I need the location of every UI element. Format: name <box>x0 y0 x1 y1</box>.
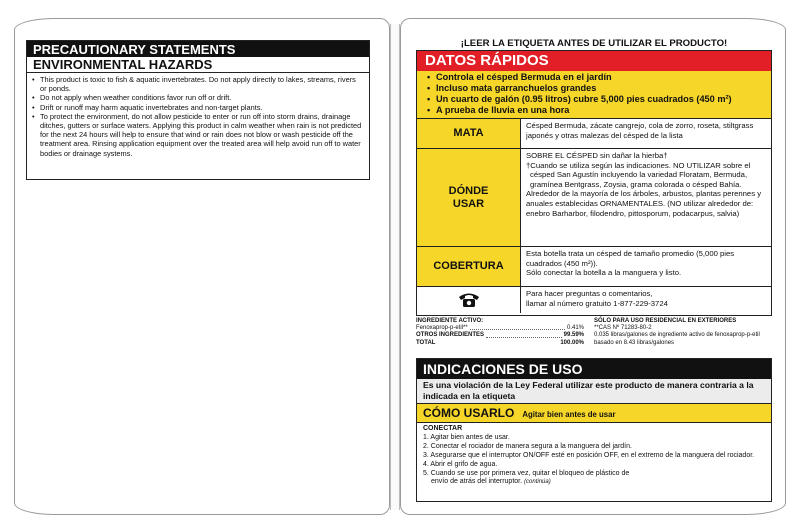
other-ingredients-pct: 99.59% <box>563 332 584 339</box>
step-item: 2. Conectar el rociador de manera segura a la manguera del jardín. <box>423 442 632 450</box>
step-item: 4. Abrir el grifo de agua. <box>423 460 498 468</box>
datos-rapidos-box <box>416 50 772 316</box>
environmental-title: ENVIRONMENTAL HAZARDS <box>27 57 369 73</box>
hazard-item: • To protect the environment, do not allow pesticide to enter or run off into storm drains, drainage ditches, gutters or surface waters. Applying this product in calm weather when rain is not predicted for the next 24 hours will help to ensure that wind or rain does not blow or wash pesticide off the treatment area. Rinsing application equipment over the treated area will help avoid run off to water bodies or drainage systems. <box>32 112 364 158</box>
phone-line: Para hacer preguntas o comentarios, <box>526 289 653 298</box>
hazard-item: • Drift or runoff may harm aquatic invertebrates and non-target plants. <box>32 103 364 112</box>
step-item: 5. Cuando se use por primera vez, quitar el bloqueo de plástico de <box>423 469 630 477</box>
datos-bullet: • A prueba de lluvia en una hora <box>427 105 763 116</box>
active-ingredient-label: INGREDIENTE ACTIVO: <box>416 318 484 324</box>
donde-text <box>521 149 771 246</box>
cobertura-line: Sólo conectar la botella a la manguera y listo. <box>526 268 682 278</box>
datos-title: DATOS RÁPIDOS <box>417 51 771 71</box>
cobertura-line: Esta botella trata un césped de tamaño promedio (5,000 pies cuadrados (450 m²)). <box>526 249 735 268</box>
cobertura-text <box>521 247 771 286</box>
como-usarlo-bar <box>417 404 771 423</box>
ingredient-row <box>416 332 584 339</box>
steps-list <box>417 423 771 489</box>
hazard-item: • This product is toxic to fish & aquatic invertebrates. Do not apply directly to lakes, streams, rivers or ponds. <box>32 75 364 93</box>
continua-note: (continúa) <box>524 479 551 486</box>
precautionary-box <box>26 40 370 180</box>
step5-cont: envío de atrás del interruptor. <box>431 478 523 486</box>
donde-line: SOBRE EL CÉSPED sin dañar la hierba† <box>526 151 668 160</box>
hazard-list <box>27 73 369 158</box>
como-usarlo-title: CÓMO USARLO <box>423 406 515 420</box>
phone-row <box>417 287 771 313</box>
donde-line: Alrededor de la mayoría de los árboles, arbustos, plantas perennes y anuales establecidas ORNAMENTALES. (NO utilizar alrededor de: enebro Barharbor, filodendro, pittosporum, podacarpus, salvia) <box>526 189 762 218</box>
active-ingredient-pct: 0.41% <box>566 325 584 332</box>
step-continuation <box>423 478 765 487</box>
donde-label-text: DÓNDE USAR <box>448 184 489 210</box>
phone-cell <box>417 287 521 313</box>
mata-text: Césped Bermuda, zácate cangrejo, cola de zorro, roseta, stiltgrass japonés y otras malezas del césped de la lista <box>526 121 754 140</box>
datos-bullet: • Incluso mata garranchuelos grandes <box>427 83 763 94</box>
federal-law-warning: Es una violación de la Ley Federal utilizar este producto de manera contraria a la indicada en la etiqueta <box>417 379 771 404</box>
como-usarlo-sub: Agitar bien antes de usar <box>522 410 616 419</box>
donde-row <box>417 149 771 247</box>
precautionary-title: PRECAUTIONARY STATEMENTS <box>27 41 369 57</box>
conectar-heading: CONECTAR <box>423 425 463 432</box>
phone-text <box>521 287 771 313</box>
ingredient-row <box>416 325 584 332</box>
phone-number: llamar al número gratuito 1-877-229-3724 <box>526 298 668 308</box>
ingredients-notes <box>594 318 772 347</box>
other-ingredients-label: OTROS INGREDIENTES <box>416 332 485 339</box>
ingredient-row <box>416 340 584 347</box>
indicaciones-title: INDICACIONES DE USO <box>417 359 771 379</box>
hazard-item: • Do not apply when weather conditions favor run off or drift. <box>32 93 364 102</box>
active-ingredient-name: Fenoxaprop-p-etil** <box>416 325 468 332</box>
datos-bullet: • Un cuarto de galón (0.95 litros) cubre 5,000 pies cuadrados (450 m²) <box>427 94 763 105</box>
donde-label <box>417 149 521 246</box>
read-label-warning: ¡LEER LA ETIQUETA ANTES DE UTILIZAR EL PRODUCTO! <box>460 38 728 49</box>
datos-bullet: • Controla el césped Bermuda en el jardín <box>427 72 763 83</box>
donde-line: †Cuando se utiliza según las indicaciones. NO UTILIZAR sobre el <box>526 160 751 170</box>
telephone-icon <box>458 292 480 308</box>
total-pct: 100.00% <box>560 339 584 346</box>
label-spine <box>390 24 400 510</box>
ingredients-block <box>416 318 772 358</box>
step-item: 1. Agitar bien antes de usar. <box>423 433 510 441</box>
step-item: 3. Asegurarse que el interruptor ON/OFF esté en posición OFF, en el extremo de la manguera del rociador. <box>423 451 755 459</box>
datos-bullets <box>417 71 771 119</box>
cas-number: **CAS Nº 71283-80-2 <box>594 325 652 332</box>
concentration-note: 0.035 libras/galones de ingrediente activo de fenoxaprop-p-etil basado en 8.43 libras/galones <box>594 332 760 346</box>
donde-line: césped San Agustín incluyendo la variedad Floratam, Bermuda, gramínea Bentgrass, Zoysia, grama colorada o césped Bahía. <box>530 170 748 189</box>
cobertura-row <box>417 247 771 287</box>
mata-row <box>417 119 771 149</box>
ingredients-list <box>416 318 584 347</box>
residential-use-note: SÓLO PARA USO RESIDENCIAL EN EXTERIORES <box>594 318 737 324</box>
mata-label: MATA <box>417 119 521 148</box>
total-label: TOTAL <box>416 339 436 346</box>
indicaciones-box <box>416 358 772 502</box>
cobertura-label: COBERTURA <box>417 247 521 286</box>
